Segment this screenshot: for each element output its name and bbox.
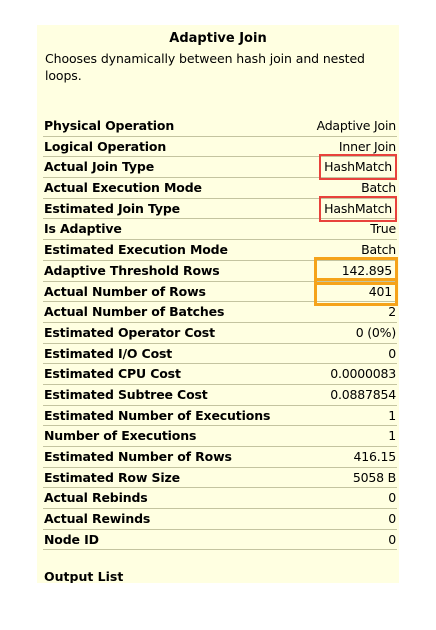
property-name: Actual Number of Rows — [44, 283, 206, 299]
property-name: Estimated Number of Rows — [44, 449, 232, 464]
property-row — [43, 261, 397, 282]
highlighted-property-value: 142.895 — [318, 261, 394, 281]
property-value: Batch — [361, 180, 396, 196]
property-row — [43, 240, 397, 261]
property-name: Node ID — [44, 531, 99, 547]
property-name: Logical Operation — [44, 138, 167, 154]
property-value: 0.0887854 — [330, 386, 396, 402]
property-row — [43, 116, 397, 137]
property-row — [43, 219, 397, 240]
property-row — [43, 344, 397, 365]
property-name: Estimated Row Size — [44, 469, 180, 485]
tooltip-description: Chooses dynamically between hash join and nested loops. — [45, 51, 365, 83]
property-row — [43, 157, 397, 178]
property-row — [43, 364, 397, 385]
property-row — [43, 137, 397, 158]
property-row — [43, 178, 397, 199]
property-value: 0 — [388, 490, 396, 506]
tooltip-title: Adaptive Join — [169, 31, 267, 46]
highlighted-property-value: 401 — [318, 282, 394, 302]
property-name: Estimated Join Type — [44, 200, 180, 216]
property-name: Actual Execution Mode — [44, 180, 202, 196]
property-name: Number of Executions — [44, 428, 197, 444]
property-name: Actual Join Type — [44, 159, 155, 175]
property-name: Physical Operation — [44, 118, 175, 133]
property-value: 1 — [388, 407, 396, 423]
property-row — [43, 426, 397, 447]
property-value: 0 — [388, 345, 396, 361]
property-value: Inner Join — [338, 138, 396, 154]
property-value: Adaptive Join — [316, 118, 396, 133]
property-name: Actual Rebinds — [44, 490, 148, 506]
property-row — [43, 406, 397, 427]
property-value: 1 — [388, 428, 396, 444]
property-name: Estimated Number of Executions — [44, 407, 271, 423]
properties-table — [43, 116, 397, 550]
property-name: Adaptive Threshold Rows — [44, 262, 220, 278]
property-name: Actual Rewinds — [44, 511, 151, 527]
property-value: 2 — [388, 304, 396, 320]
property-value: 0.0000083 — [330, 366, 396, 382]
property-value: 5058 B — [352, 469, 396, 485]
property-value: 0 — [388, 511, 396, 527]
highlighted-property-value: HashMatch — [322, 157, 394, 177]
property-value: 0 — [388, 531, 396, 547]
property-name: Estimated Operator Cost — [44, 324, 215, 340]
property-row — [43, 282, 397, 303]
property-value: 416.15 — [353, 449, 396, 464]
property-value: True — [370, 221, 396, 237]
property-row — [43, 302, 397, 323]
property-name: Actual Number of Batches — [44, 304, 225, 320]
property-row — [43, 468, 397, 489]
property-name: Estimated Subtree Cost — [44, 386, 208, 402]
property-name: Is Adaptive — [44, 221, 122, 237]
property-name: Estimated CPU Cost — [44, 366, 181, 382]
property-row — [43, 488, 397, 509]
execution-plan-tooltip — [37, 25, 399, 583]
property-row — [43, 323, 397, 344]
property-value: Batch — [361, 242, 396, 258]
property-value: 0 (0%) — [355, 324, 396, 340]
highlighted-property-value: HashMatch — [322, 199, 394, 219]
property-row — [43, 199, 397, 220]
property-row — [43, 530, 397, 551]
property-row — [43, 385, 397, 406]
property-name: Estimated I/O Cost — [44, 345, 173, 361]
property-name: Estimated Execution Mode — [44, 242, 228, 258]
output-list-label: Output List — [44, 569, 124, 583]
property-row — [43, 447, 397, 468]
property-row — [43, 509, 397, 530]
